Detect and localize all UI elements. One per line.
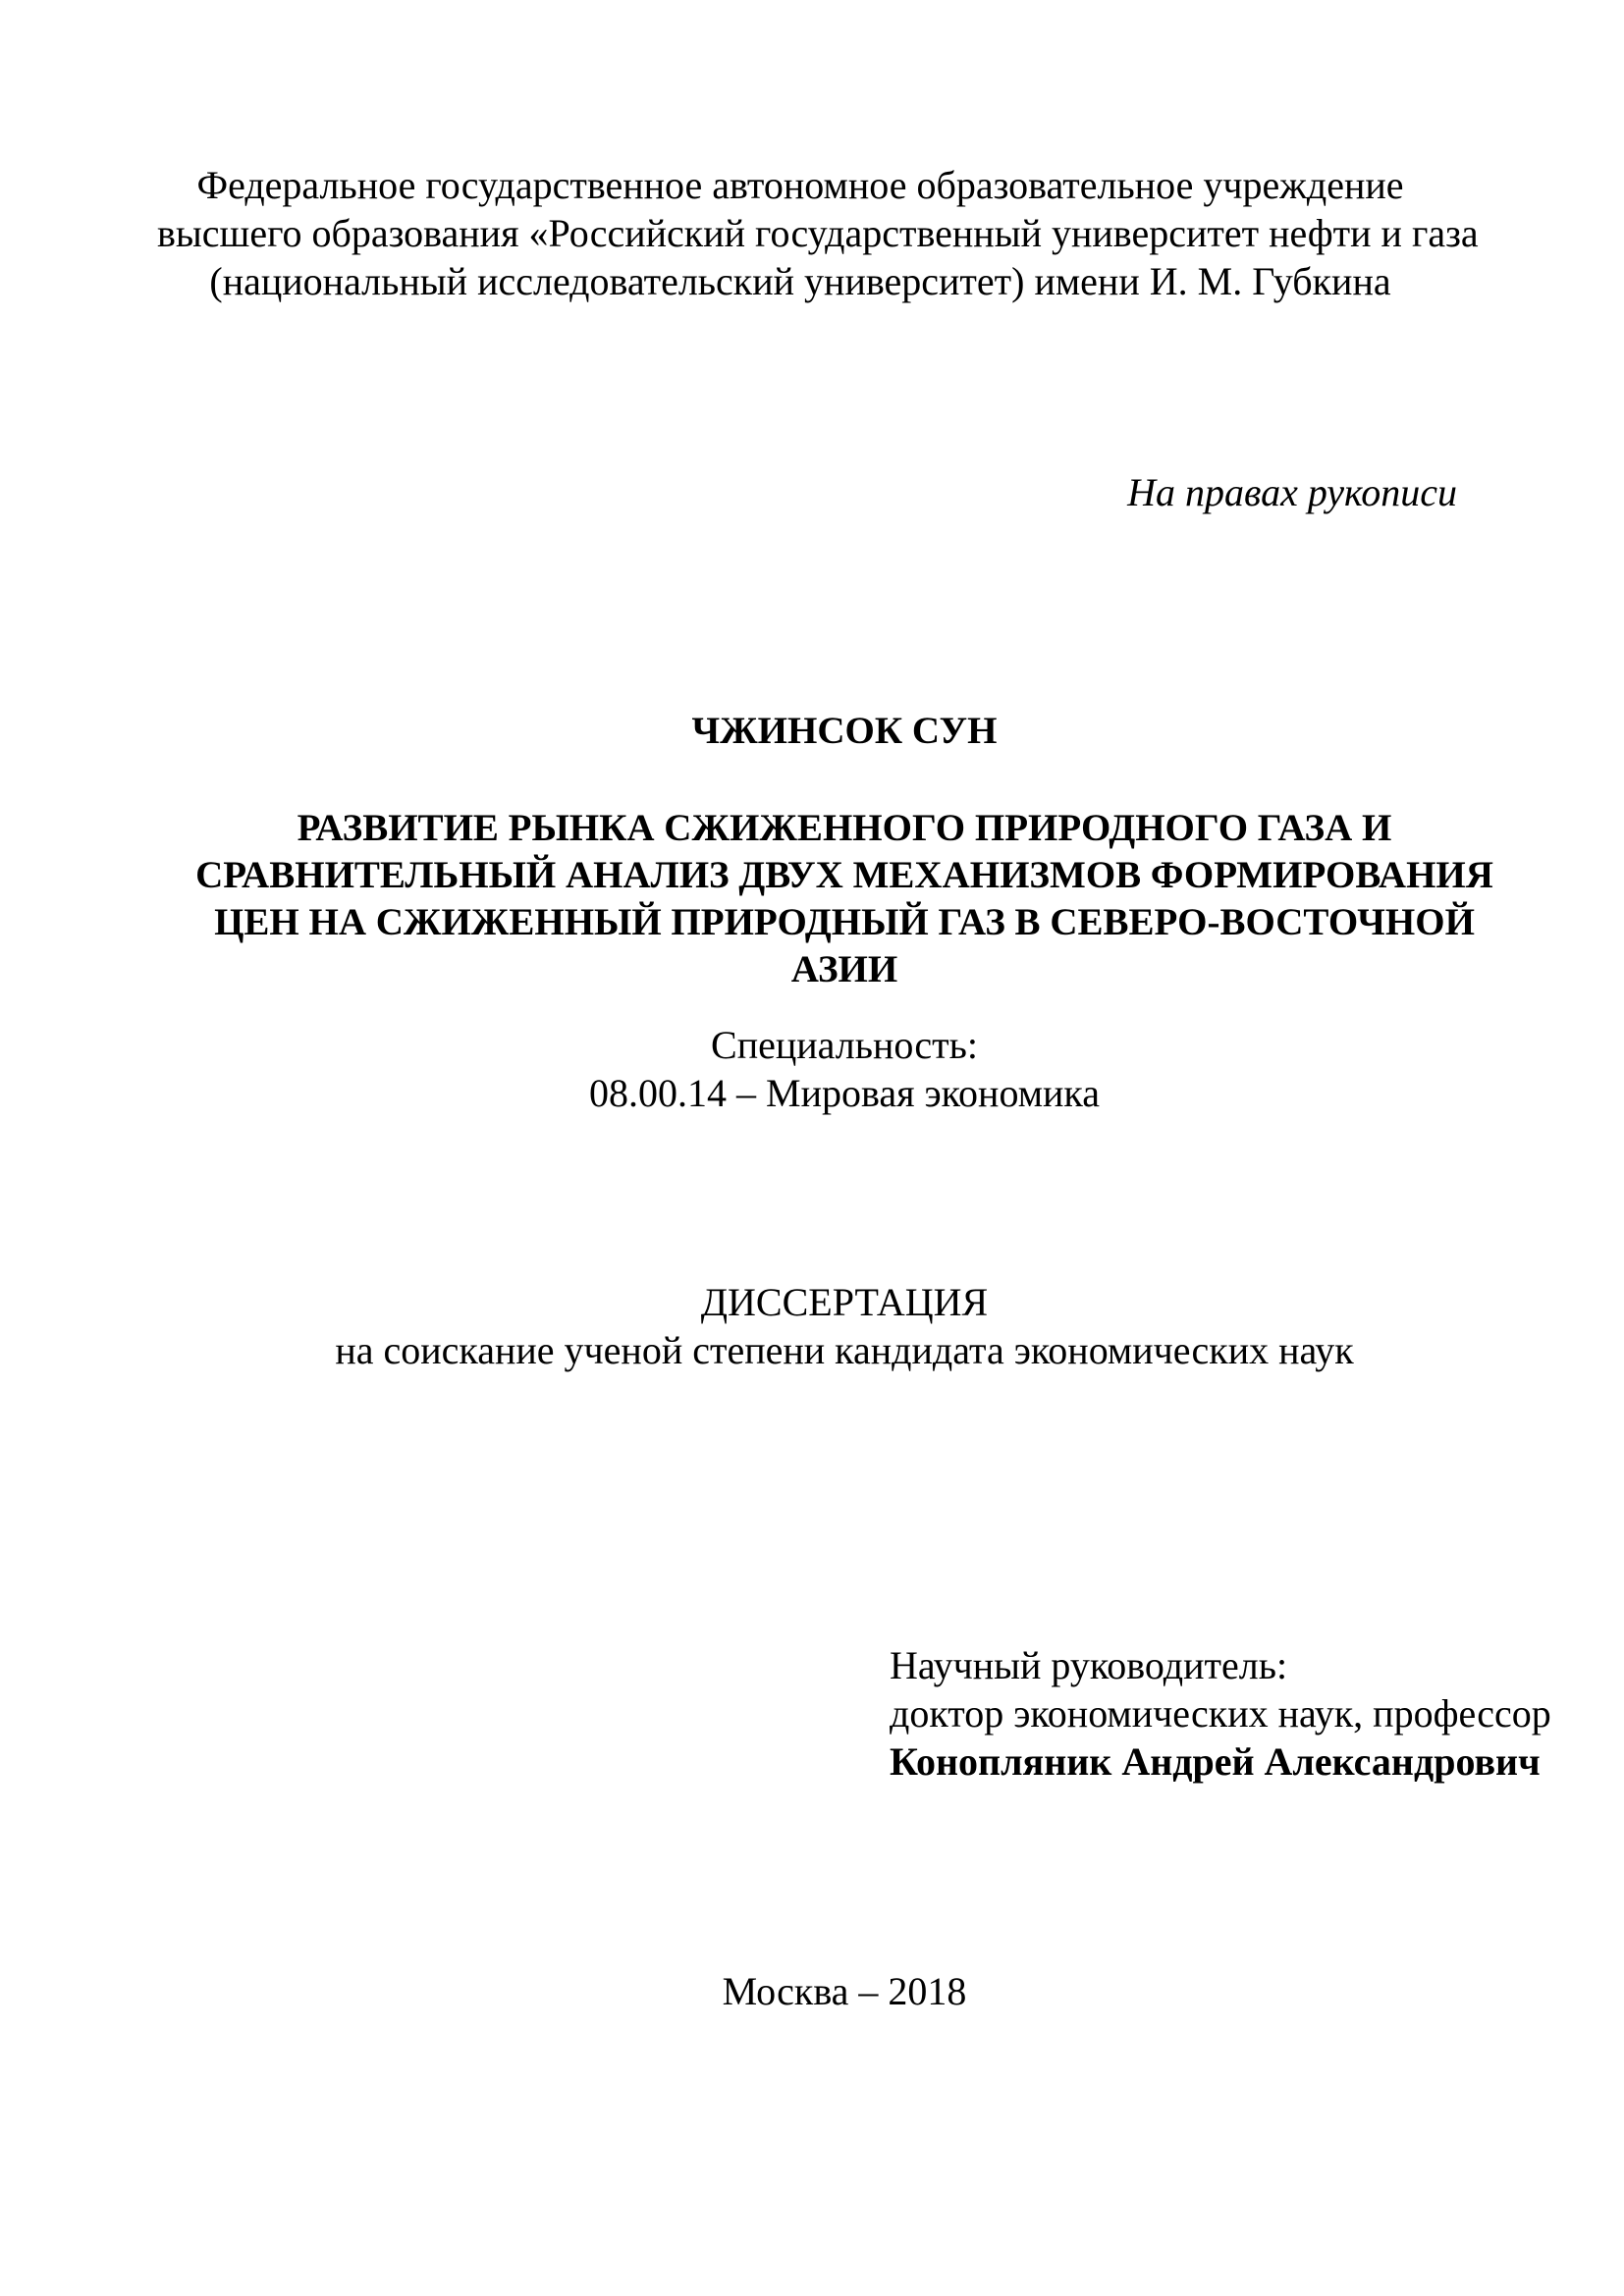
title-line-2: СРАВНИТЕЛЬНЫЙ АНАЛИЗ ДВУХ МЕХАНИЗМОВ ФОРМИРОВАНИЯ (195, 854, 1493, 896)
institution-line-2: высшего образования «Российский государственный университет нефти и газа (157, 211, 1479, 255)
city-year: Москва – 2018 (722, 1969, 967, 2013)
author-name: ЧЖИНСОК СУН (691, 710, 998, 752)
title-line-3: ЦЕН НА СЖИЖЕННЫЙ ПРИРОДНЫЙ ГАЗ В СЕВЕРО-ВОСТОЧНОЙ (214, 901, 1475, 943)
dissertation-subheading: на соискание ученой степени кандидата экономических наук (335, 1328, 1354, 1372)
dissertation-heading: ДИССЕРТАЦИЯ (700, 1280, 989, 1324)
supervisor-degree: доктор экономических наук, профессор (890, 1691, 1551, 1735)
supervisor-name: Конопляник Андрей Александрович (890, 1739, 1541, 1784)
institution-block (157, 161, 1479, 305)
specialty-block (157, 1021, 1532, 1117)
dissertation-title (157, 805, 1532, 993)
manuscript-note: На правах рукописи (1127, 470, 1457, 514)
supervisor-label: Научный руководитель: (890, 1643, 1288, 1687)
institution-line-1: Федеральное государственное автономное образовательное учреждение (196, 163, 1404, 207)
institution-line-3: (национальный исследовательский университет) имени И. М. Губкина (209, 259, 1391, 303)
title-line-1: РАЗВИТИЕ РЫНКА СЖИЖЕННОГО ПРИРОДНОГО ГАЗА И (297, 807, 1392, 849)
specialty-label: Специальность: (711, 1023, 978, 1067)
specialty-value: 08.00.14 – Мировая экономика (589, 1071, 1100, 1115)
title-line-4: АЗИИ (790, 948, 898, 990)
supervisor-block (890, 1641, 1551, 1786)
dissertation-block (157, 1278, 1532, 1374)
